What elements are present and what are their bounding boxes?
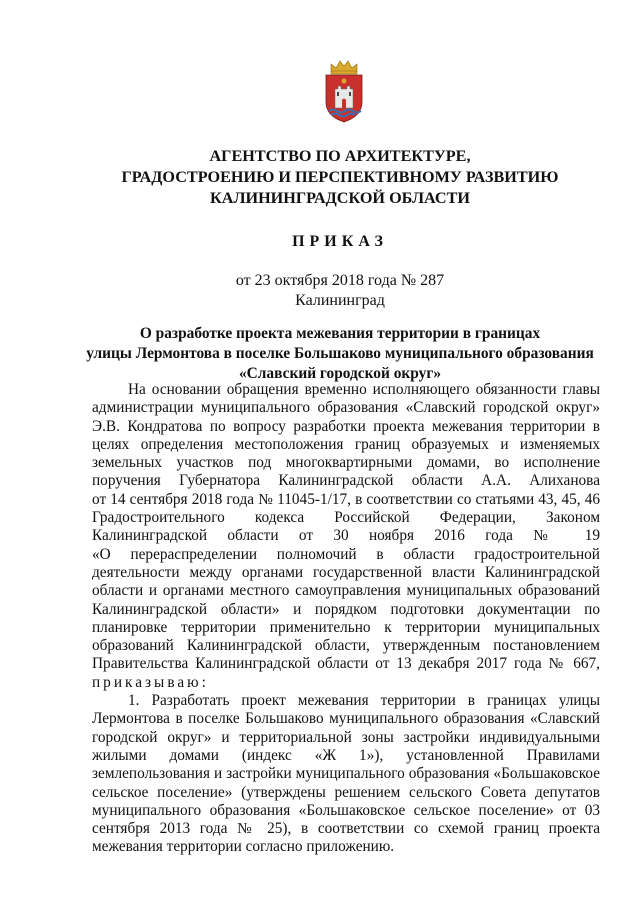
body-line: сентября 2013 года № 25), в соответствии со схемой границ проекта — [92, 820, 600, 838]
body-line: межевания территории согласно приложению. — [92, 838, 395, 856]
agency-line: КАЛИНИНГРАДСКОЙ ОБЛАСТИ — [210, 189, 470, 207]
document-meta — [60, 271, 620, 311]
body-line: Э.В. Кондратова по вопросу разработки проекта межевания территории в — [92, 417, 600, 435]
body-line: городской округ» и территориальной зоны застройки индивидуальными — [92, 728, 600, 746]
body-line: На основании обращения временно исполняющего обязанности главы — [128, 381, 600, 398]
body-line: Лермонтова в поселке Большаково муниципального образования «Славский — [92, 710, 600, 728]
agency-line: АГЕНТСТВО ПО АРХИТЕКТУРЕ, — [209, 147, 471, 165]
body-line: жилыми домами (индекс «Ж 1»), установленной Правилами — [92, 746, 600, 764]
order-subject — [60, 324, 620, 384]
body-line: муниципального образования «Большаковское сельское поселение» от 03 — [92, 801, 600, 819]
order-body — [92, 381, 600, 857]
body-line: деятельности между органами государственной власти Калининградской — [92, 563, 600, 581]
body-line: Правительства Калининградской области от 13 декабря 2017 года № 667, — [92, 655, 600, 673]
body-line: области и органами местного самоуправления муниципальных образований — [92, 582, 600, 600]
subject-line: «Славский городской округ» — [238, 365, 442, 382]
body-line: от 14 сентября 2018 года № 11045-1/17, в соответствии со статьями 43, 45, 46 — [92, 490, 600, 508]
body-line: Калининградской области» и порядком подготовки документации по — [92, 600, 600, 618]
body-line: поручения Губернатора Калининградской области А.А. Алиханова — [92, 472, 600, 490]
body-line: администрации муниципального образования «Славский городской округ» — [92, 399, 600, 417]
body-line: образований Калининградской области, утвержденным постановлением — [92, 637, 600, 655]
body-line: Градостроительного кодекса Российской Федерации, Законом — [92, 509, 600, 527]
body-line: «О перераспределении полномочий в области градостроительной — [92, 545, 600, 563]
subject-line: О разработке проекта межевания территории в границах — [139, 325, 541, 342]
issuing-agency — [60, 146, 620, 209]
date-and-number: от 23 октября 2018 года № 287 — [235, 272, 445, 289]
body-line: сельское поселение» (утверждены решением сельского Совета депутатов — [92, 783, 600, 801]
body-line: землепользования и застройки муниципального образования «Большаковское — [92, 765, 600, 783]
body-line: 1. Разработать проект межевания территории в границах улицы — [128, 692, 600, 710]
city: Калининград — [295, 292, 385, 309]
subject-line: улицы Лермонтова в поселке Большаково муниципального образования — [86, 345, 594, 362]
body-line: планировке территории применительно к территории муниципальных — [92, 618, 600, 636]
body-line: земельных участков под многоквартирными домами, во исполнение — [92, 454, 600, 472]
order-verb: приказываю: — [92, 673, 209, 691]
body-line: целях определения местоположения границ образуемых и изменяемых — [92, 435, 600, 453]
agency-line: ГРАДОСТРОЕНИЮ И ПЕРСПЕКТИВНОМУ РАЗВИТИЮ — [121, 168, 559, 186]
document-type-title: ПРИКАЗ — [292, 233, 388, 250]
body-line: Калининградской области от 30 ноября 2016 года № 19 — [92, 527, 600, 545]
coat-of-arms-icon — [323, 58, 365, 124]
